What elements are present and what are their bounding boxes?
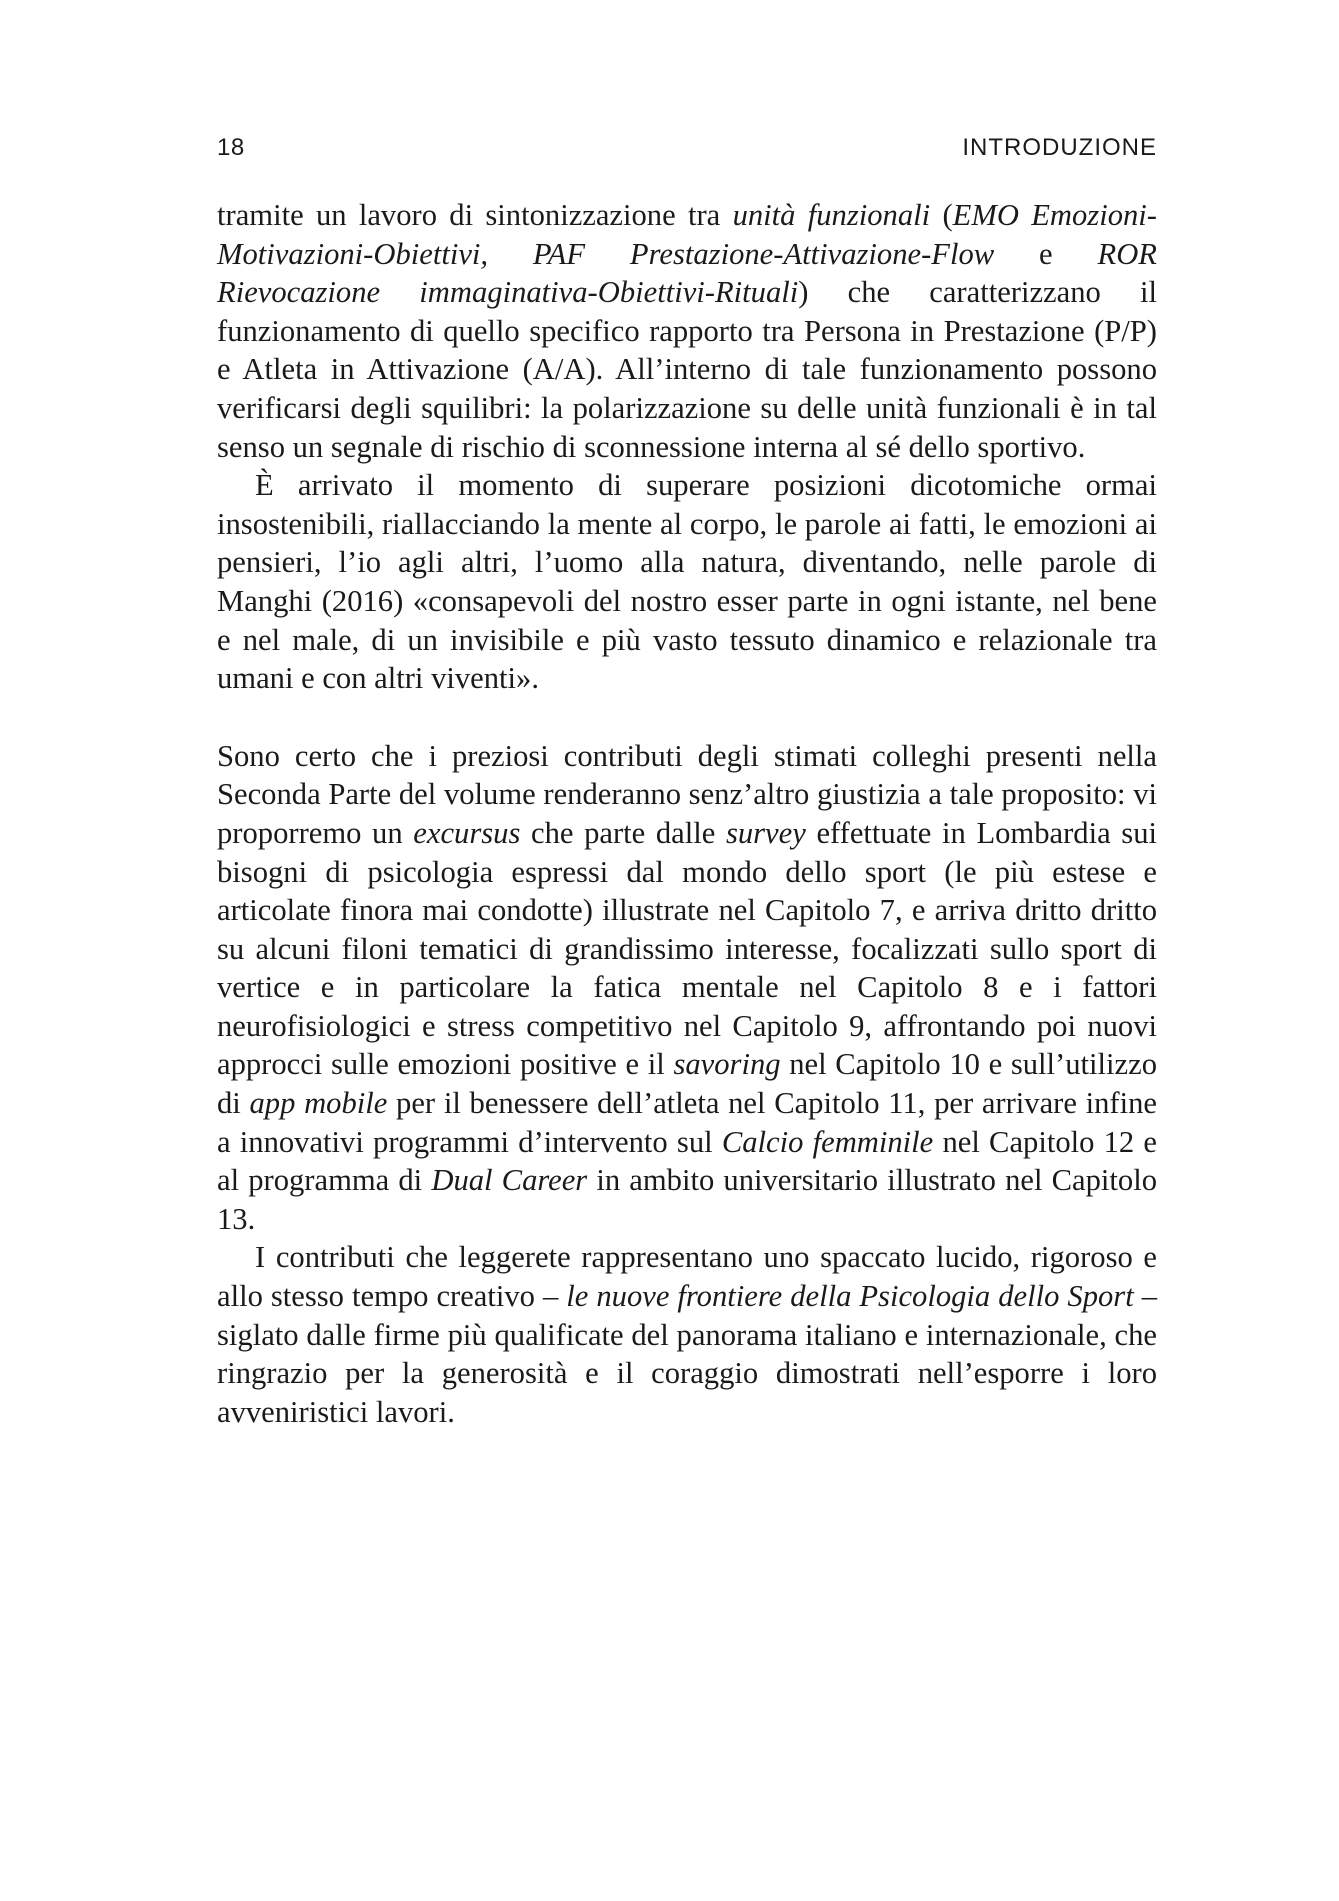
text-run-italic: unità funzionali xyxy=(732,198,931,232)
text-run-italic: EMO Emozioni-Motivazioni-Obiettivi, PAF Prestazione-Attivazione-Flow xyxy=(217,198,1157,271)
text-run: che parte dalle xyxy=(520,815,726,850)
paragraph-3 xyxy=(217,737,1157,1239)
paragraph-2 xyxy=(217,466,1157,698)
body-text xyxy=(217,196,1157,1431)
text-run-italic: ROR Rievocazione immaginativa-Obiettivi-Rituali xyxy=(217,236,1157,310)
text-run-italic: excursus xyxy=(413,815,521,850)
text-run-italic: le nuove frontiere della Psicologia dello Sport xyxy=(566,1279,1134,1314)
paragraph-1 xyxy=(217,196,1157,466)
text-run: È arrivato il momento di superare posizioni dicotomiche ormai insostenibili, riallacciando la mente al corpo, le parole ai fatti, le emozioni ai pensieri, l’io agli altri, l’uomo alla natura, diventando, nelle parole di Manghi (2016) «consapevoli del nostro esser parte in ogni istante, nel bene e nel male, di un invisibile e più vasto tessuto dinamico e relazionale tra umani e con altri viventi». xyxy=(217,468,1157,696)
text-run-italic: app mobile xyxy=(249,1086,388,1121)
running-head: INTRODUZIONE xyxy=(962,134,1157,161)
page-header xyxy=(217,134,1157,166)
text-run: nel Capitolo 10 e sull’utilizzo di xyxy=(217,1047,1157,1121)
text-run: e xyxy=(994,236,1098,271)
text-run: nel Capitolo 12 e al programma di xyxy=(217,1124,1158,1198)
text-run: I contributi che leggerete rappresentano uno spaccato lucido, rigoroso e allo stesso tempo creativo – xyxy=(217,1240,1157,1314)
paragraph-4 xyxy=(217,1238,1157,1431)
text-run: ) che caratterizzano il funzionamento di quello specifico rapporto tra Persona in Prestazione (P/P) e Atleta in Attivazione (A/A). All’interno di tale funzionamento possono verificarsi degli squilibri: la polarizzazione su delle unità funzionali è in tal senso un segnale di rischio di sconnessione interna al sé dello sportivo. xyxy=(217,275,1157,464)
text-run-italic: Dual Career xyxy=(431,1163,588,1198)
text-run: effettuate in Lombardia sui bisogni di psicologia espressi dal mondo dello sport (le più estese e articolate finora mai condotte) illustrate nel Capitolo 7, e arriva dritto dritto su alcuni filoni tematici di grandissimo interesse, focalizzati sullo sport di vertice e in particolare la fatica mentale nel Capitolo 8 e i fattori neurofisiologici e stress competitivo nel Capitolo 9, affrontando poi nuovi approcci sulle emozioni positive e il xyxy=(217,815,1157,1082)
text-run: Sono certo che i preziosi contributi degli stimati colleghi presenti nella Seconda Parte del volume renderanno senz’altro giustizia a tale proposito: vi proporremo un xyxy=(217,738,1157,850)
text-run: per il benessere dell’atleta nel Capitolo 11, per arrivare infine a innovativi programmi d’intervento sul xyxy=(217,1086,1157,1159)
text-run: – siglato dalle firme più qualificate del panorama italiano e internazionale, che ringrazio per la generosità e il coraggio dimostrati nell’esporre i loro avveniristici lavori. xyxy=(217,1279,1158,1429)
text-run: ( xyxy=(930,198,953,232)
text-run-italic: Calcio femminile xyxy=(721,1124,934,1159)
text-run-italic: savoring xyxy=(673,1047,781,1082)
page-number: 18 xyxy=(217,134,245,161)
text-run: in ambito universitario illustrato nel Capitolo 13. xyxy=(217,1163,1158,1236)
text-run: tramite un lavoro di sintonizzazione tra xyxy=(217,198,733,232)
text-run-italic: survey xyxy=(725,815,806,850)
